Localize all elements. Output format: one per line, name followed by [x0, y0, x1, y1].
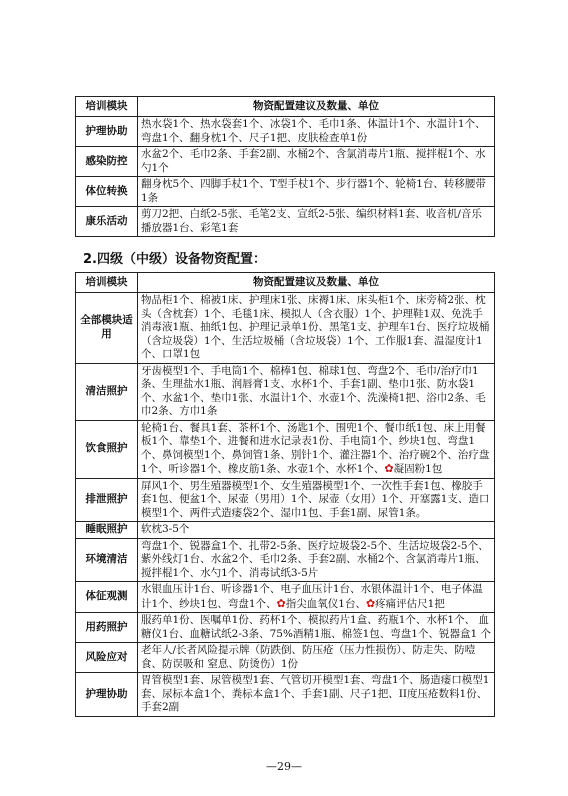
module-cell: 体征观测 [76, 582, 138, 613]
content-cell: 屏风1个、男生殖器模型1个、女生殖器模型1个、一次性手套1包、橡胶手套1包、便盆1个、尿壶（男用）1个、尿壶（女用）1个、开塞露1支、造口模型1个、两件式造瘘袋2个、湿巾1包、手套1副、尿管1条。 [138, 478, 495, 522]
module-cell: 睡眠照护 [76, 522, 138, 539]
module-cell: 环境清洁 [76, 538, 138, 582]
header-content: 物资配置建议及数量、单位 [138, 97, 495, 117]
table-row [76, 207, 495, 237]
page-number: —29— [266, 760, 302, 773]
module-cell: 护理协助 [76, 673, 138, 717]
table-row [76, 673, 495, 717]
table-row [76, 177, 495, 207]
module-cell: 护理协助 [76, 117, 138, 147]
module-cell: 用药照护 [76, 613, 138, 643]
module-cell: 清洁照护 [76, 363, 138, 420]
content-cell [138, 420, 495, 478]
red-star-icon: ✿ [276, 596, 286, 610]
module-cell: 感染防控 [76, 147, 138, 177]
module-cell: 全部模块适用 [76, 293, 138, 364]
table-header-row [76, 273, 495, 293]
content-cell: 老年人/长者风险提示牌（防跌倒、防压疮（压力性损伤）、防走失、防噎食、防误吸和 窒息、防烫伤）1份 [138, 643, 495, 673]
section-heading: 2.四级（中级）设备物资配置： [83, 252, 266, 267]
content-cell: 弯盘1个、锐器盒1个、扎带2-5条、医疗垃圾袋2-5个、生活垃圾袋2-5个、紫外线灯1台、水盆2个、毛巾2条、手套2副、水桶2个、含氯消毒片1瓶、搅拌棍1个、水勺1个、消毒试纸3-5片 [138, 538, 495, 582]
content-cell: 热水袋1个、热水袋套1个、冰袋1个、毛巾1条、体温计1个、水温计1个、弯盘1个、翻身枕1个、尺子1把、皮肤检查单1份 [138, 117, 495, 147]
table-row [76, 522, 495, 539]
table-row [76, 147, 495, 177]
content-text: 水银血压计1台、听诊器1个、电子血压计1台、水银体温计1个、电子体温计1个、纱块1包、弯盘1个、 [141, 583, 483, 610]
content-cell: 胃管模型1套、尿管模型1套、气管切开模型1套、弯盘1个、肠造瘘口模型1套、尿标本盒1个、粪标本盒1个、手套1副、尺子1把、II度压疮数料1份、手套2副 [138, 673, 495, 717]
content-cell: 服药单1份、医嘱单1份、药杯1个、模拟药片1盒、药瓶1个、水杯1个、 血糖仪1台、血糖试纸2-3条、75%酒精1瓶、棉签1包、弯盘1个、锐器盒1 个 [138, 613, 495, 643]
equipment-table-level3 [75, 96, 495, 237]
module-cell: 风险应对 [76, 643, 138, 673]
content-cell: 物品柜1个、棉被1床、护理床1张、床褥1床、床头柜1个、床旁椅2张、枕头（含枕套）1个、毛毯1床、模拟人（含衣服）1个、护理鞋1双、免洗手消毒液1瓶、抽纸1包、护理记录单1份、黑笔1支、护理车1台、医疗垃圾桶（含垃圾袋）1个、生活垃圾桶（含垃圾袋）1个、工作服1套、温湿度计1个、口罩1包 [138, 293, 495, 364]
starred-item: 指尖血氧仪1台、 [285, 597, 366, 610]
table-header-row [76, 97, 495, 117]
content-cell [138, 582, 495, 613]
content-cell: 水盆2个、毛巾2条、手套2副、水桶2个、含氯消毒片1瓶、搅拌棍1个、水勺1个 [138, 147, 495, 177]
module-cell: 康乐活动 [76, 207, 138, 237]
header-content: 物资配置建议及数量、单位 [138, 273, 495, 293]
module-cell: 排泄照护 [76, 478, 138, 522]
content-cell: 翻身枕5个、四脚手杖1个、T型手杖1个、步行器1个、轮椅1台、转移腰带1条 [138, 177, 495, 207]
table-row [76, 643, 495, 673]
table-row [76, 117, 495, 147]
content-cell: 牙齿模型1个、手电筒1个、棉棒1包、棉球1包、弯盘2个、毛巾/治疗巾1条、生理盐水1瓶、润唇膏1支、水杯1个、手套1副、垫巾1张、防水袋1个、水盆1个、垫巾1张、水温计1个、水壶1个、洗澡椅1把、浴巾2条、毛巾2条、方巾1条 [138, 363, 495, 420]
table-row [76, 363, 495, 420]
table-row [76, 538, 495, 582]
header-module: 培训模块 [76, 97, 138, 117]
equipment-table-level4 [75, 272, 495, 717]
table-row [76, 293, 495, 364]
content-cell: 软枕3-5个 [138, 522, 495, 539]
table-row [76, 582, 495, 613]
content-cell: 剪刀2把、白纸2-5张、毛笔2支、宣纸2-5张、编织材料1套、收音机/音乐播放器1台、彩笔1套 [138, 207, 495, 237]
red-star-icon: ✿ [365, 596, 376, 610]
starred-item: 凝固粉1包 [393, 463, 443, 475]
starred-item: 疼痛评估尺1把 [375, 597, 445, 610]
red-star-icon: ✿ [384, 462, 394, 475]
header-module: 培训模块 [76, 273, 138, 293]
table-row [76, 613, 495, 643]
content-text: 轮椅1台、餐具1套、茶杯1个、汤匙1个、围兜1个、餐巾纸1包、床上用餐板1个、靠垫1个、进餐和进水记录表1份、手电筒1个、纱块1包、弯盘1个、鼻饲模型1个、鼻饲管1条、别针1个、灌注器1个、治疗碗2个、治疗盘1个、听诊器1个、橡皮筋1条、水壶1个、水杯1个、 [141, 421, 490, 475]
module-cell: 饮食照护 [76, 420, 138, 478]
table-row [76, 478, 495, 522]
table-row [76, 420, 495, 478]
module-cell: 体位转换 [76, 177, 138, 207]
